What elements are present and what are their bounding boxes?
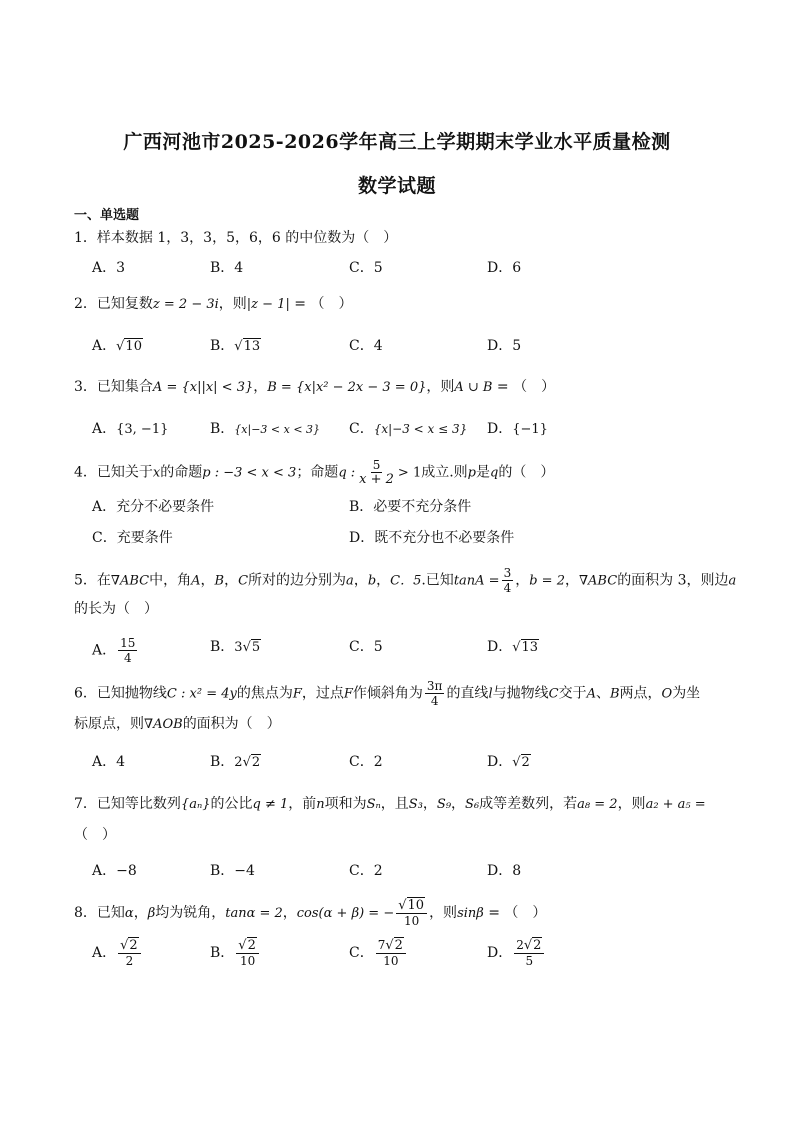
question-3-stem: 3．已知集合A = {x||x| < 3}，B = {x|x² − 2x − 3 = 0}，则A ∪ B = （ ）: [74, 379, 556, 395]
proposition-p: p : −3 < x < 3: [202, 465, 297, 481]
fraction: $\frac{3}{4}$: [503, 566, 512, 595]
sqrt-symbol: √10: [116, 339, 142, 354]
q3-option-a: A．{3, −1}: [92, 421, 169, 437]
q3-option-c: C．{x|−3 < x ≤ 3}: [349, 421, 468, 437]
q3-option-d: D．{−1}: [487, 421, 548, 437]
section-heading: 一、单选题: [74, 208, 140, 223]
q7-option-b: B．−4: [210, 863, 255, 879]
fraction: $\frac{15}{4}$: [120, 636, 136, 665]
question-8-stem: 8．已知α，β均为锐角，tanα = 2，cos(α + β) = − $\frac{√10}{10}$ ，则sinβ = （ ）: [74, 898, 547, 928]
sqrt-symbol: √2: [120, 938, 138, 953]
q1-option-c: C．5: [349, 260, 383, 276]
modulus-expression: |z − 1|: [246, 297, 290, 312]
sqrt-symbol: √2: [523, 938, 542, 953]
q6-option-b: B．2√2: [210, 754, 261, 770]
q1-option-d: D．6: [487, 260, 522, 276]
set-b: B = {x|x² − 2x − 3 = 0}: [267, 380, 427, 395]
q7-option-d: D．8: [487, 863, 522, 879]
q8-option-d: D． $\frac{2√2}{5}$: [487, 938, 546, 968]
q6-option-a: A．4: [92, 754, 126, 770]
question-6-stem: 6．已知抛物线C : x² = 4y的焦点为F，过点F作倾斜角为 $\frac{3\pi}{4}$ 的直线l与抛物线C交于A、B两点，O为坐: [74, 679, 701, 708]
fraction: $\frac{√2}{2}$: [118, 938, 141, 968]
q7-option-c: C．2: [349, 863, 383, 879]
question-4-stem: 4．已知关于x的命题p : −3 < x < 3；命题q : $\frac{5}{x + 2}$ > 1成立.则p是q的（ ）: [74, 458, 555, 487]
q1-option-a: A．3: [92, 260, 126, 276]
sqrt-symbol: √2: [512, 755, 530, 770]
sqrt-symbol: √2: [242, 755, 261, 770]
q4-option-a: A．充分不必要条件: [92, 499, 215, 515]
fraction: $\frac{2√2}{5}$: [514, 938, 544, 968]
q8-option-c: C． $\frac{7√2}{10}$: [349, 938, 408, 968]
q4-option-b: B．必要不充分条件: [349, 499, 472, 515]
complex-z: z = 2 − 3i: [152, 297, 219, 312]
q4-option-c: C．充要条件: [92, 530, 173, 546]
sqrt-symbol: √2: [238, 938, 256, 953]
question-2-stem: 2．已知复数z = 2 − 3i，则|z − 1| = （ ）: [74, 296, 353, 312]
page-title: 广西河池市2025-2026学年高三上学期期末学业水平质量检测: [123, 131, 671, 153]
fraction: $\frac{7√2}{10}$: [376, 938, 406, 968]
q5-option-b: B．3√5: [210, 639, 261, 655]
q2-option-d: D．5: [487, 338, 522, 354]
q5-option-d: D．√13: [487, 639, 539, 655]
q7-option-a: A．−8: [92, 863, 137, 879]
q3-option-b: B．{x|−3 < x < 3}: [210, 421, 321, 437]
q1-option-b: B．4: [210, 260, 244, 276]
q2-option-b: B．√13: [210, 338, 261, 354]
sqrt-symbol: √13: [512, 640, 539, 655]
fraction: $\frac{3\pi}{4}$: [426, 679, 443, 708]
question-5-stem-line2: 的长为（ ）: [74, 601, 158, 617]
q6-option-c: C．2: [349, 754, 383, 770]
q2-option-a: A．√10: [92, 338, 142, 354]
sqrt-symbol: √5: [242, 640, 261, 655]
q6-option-d: D．√2: [487, 754, 530, 770]
sqrt-symbol: √10: [398, 898, 425, 913]
fraction: $\frac{√2}{10}$: [236, 938, 259, 968]
q4-option-d: D．既不充分也不必要条件: [349, 530, 515, 546]
union-expression: A ∪ B: [454, 380, 493, 395]
q5-option-c: C．5: [349, 639, 383, 655]
fraction: $\frac{√10}{10}$: [396, 898, 427, 928]
question-6-stem-line2: 标原点，则∇AOB的面积为（ ）: [74, 716, 281, 732]
question-1-stem: 1．样本数据 1，3，3，5，6，6 的中位数为（ ）: [74, 230, 398, 246]
q5-option-a: A． $\frac{15}{4}$: [92, 636, 136, 665]
set-a: A = {x||x| < 3}: [152, 380, 254, 395]
question-7-stem: 7．已知等比数列{aₙ}的公比q ≠ 1，前n项和为Sₙ，且S₃，S₉，S₆成等差数列，若a₈ = 2，则a₂ + a₅ =: [74, 796, 706, 812]
parabola-equation: C : x² = 4y: [166, 686, 237, 702]
fraction: $\frac{5}{x + 2}$: [359, 458, 394, 487]
sqrt-symbol: √2: [385, 938, 403, 953]
q8-option-b: B． $\frac{√2}{10}$: [210, 938, 261, 968]
question-5-stem: 5．在∇ABC中，角A，B，C所对的边分别为a，b，C．5.已知tanA = $\frac{3}{4}$ ，b = 2，∇ABC的面积为 3，则边a: [74, 566, 737, 595]
q8-option-a: A． $\frac{√2}{2}$: [92, 938, 143, 968]
sqrt-symbol: √13: [234, 339, 261, 354]
q2-option-c: C．4: [349, 338, 383, 354]
page-subtitle: 数学试题: [357, 175, 436, 197]
question-7-stem-line2: （ ）: [74, 827, 116, 843]
